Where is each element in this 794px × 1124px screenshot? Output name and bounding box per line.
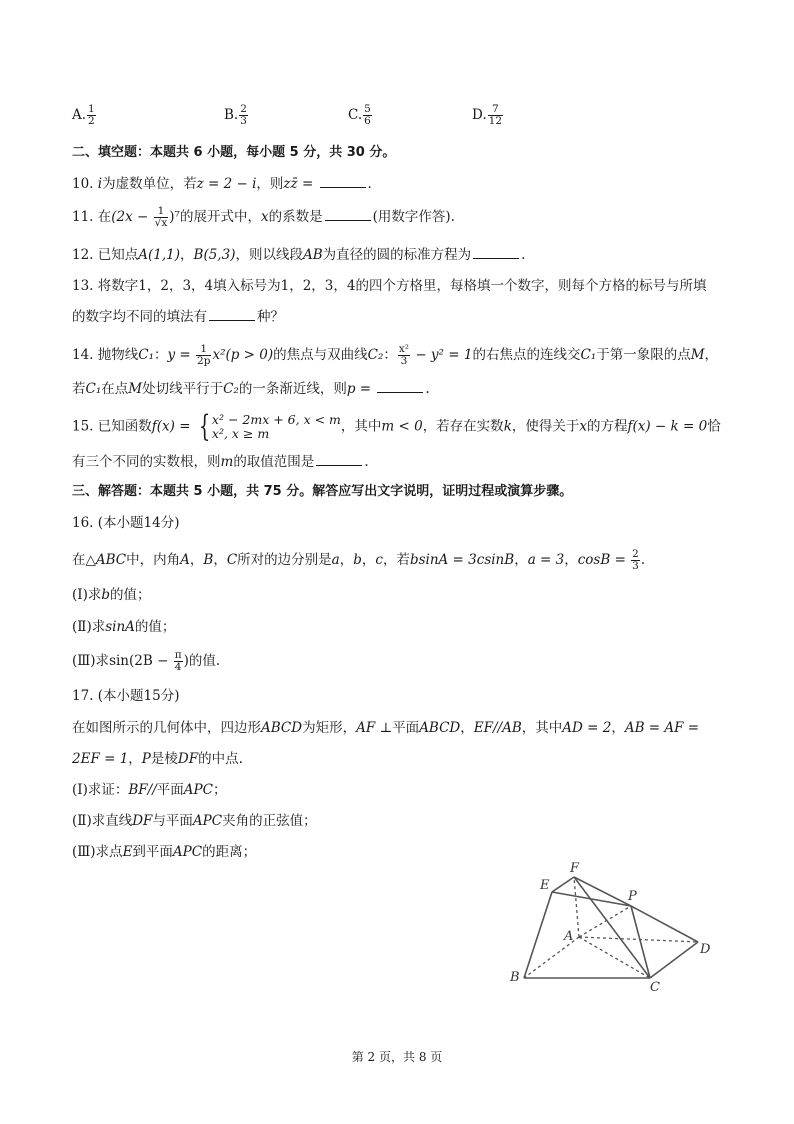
fraction: $\frac{7}{12}$	[488, 103, 503, 127]
question-16-part-3: (Ⅲ)求sin(2B − $\frac{\pi}{4}$ )的值.	[72, 649, 221, 673]
option-b: B. $\frac{2}{3}$	[224, 103, 247, 127]
edge-pc	[631, 906, 650, 978]
edge-ef	[552, 877, 574, 892]
section-heading-solutions: 三、解答题：本题共 5 小题，共 75 分。解答应写出文字说明，证明过程或演算步骤。	[72, 484, 573, 499]
question-13-line-2: 的数字均不同的填法有 种？	[72, 309, 284, 325]
fraction: $\frac{\pi}{4}$	[174, 649, 182, 673]
edge-ap-hidden	[579, 906, 631, 937]
page-footer: 第 2 页，共 8 页	[351, 1050, 443, 1064]
question-16-title: 16. (本小题14分)	[72, 515, 180, 531]
answer-blank	[377, 380, 423, 393]
label-p: P	[628, 889, 637, 904]
edge-fc	[574, 877, 650, 978]
question-14-line-2: 若C₁在点M处切线平行于C₂的一条渐近线，则p = .	[72, 381, 430, 397]
option-d: D. $\frac{7}{12}$	[472, 103, 503, 127]
answer-blank	[209, 308, 255, 321]
fraction: $\frac{1}{2}$	[88, 103, 95, 127]
label-e: E	[540, 878, 550, 893]
option-a: A. $\frac{1}{2}$	[72, 103, 95, 127]
label-a: A	[564, 929, 574, 944]
question-16-part-1: (Ⅰ)求b的值；	[72, 587, 151, 603]
question-13-line-1: 13. 将数字1，2，3，4填入标号为1，2，3，4的四个方格里，每格填一个数字，则每个方格的标号与所填	[72, 278, 707, 294]
edge-pd	[631, 906, 698, 942]
question-17-part-1: (Ⅰ)求证：BF//平面APC；	[72, 782, 227, 798]
section-heading-fill-blank: 二、填空题：本题共 6 小题，每小题 5 分，共 30 分。	[72, 145, 396, 160]
answer-blank	[473, 246, 519, 259]
label-b: B	[510, 970, 520, 985]
label-f: F	[570, 861, 580, 876]
edge-cd	[650, 942, 698, 978]
edge-eb	[524, 892, 552, 978]
label-c: C	[650, 980, 660, 995]
label-d: D	[700, 942, 711, 957]
answer-blank	[320, 175, 366, 188]
question-17-title: 17. (本小题15分)	[72, 688, 180, 704]
edge-ac-hidden	[579, 937, 650, 978]
question-10: 10. i为虚数单位，若z = 2 − i，则zz̄ = .	[72, 176, 372, 192]
question-15-line-1: 15. 已知函数f(x) = { x² − 2mx + 6, x < m x², x ≥ m ，其中m < 0，若存在实数k，使得关于x的方程f(x) − k = 0恰	[72, 409, 721, 444]
fraction: $\frac{2}{3}$	[240, 103, 247, 127]
edge-ad-hidden	[579, 937, 698, 942]
question-14-line-1: 14. 抛物线C₁：y = $\frac{1}{2p}$ x²(p > 0)的焦点与双曲线C₂： $\frac{\text{x²}}{3}$ − y² = 1的右焦点的连线交C₁于第一象限的点M，	[72, 343, 719, 367]
piecewise-cases: { x² − 2mx + 6, x < m x², x ≥ m	[198, 409, 341, 444]
fraction: $\frac{2}{3}$	[632, 548, 639, 572]
edge-af-hidden	[574, 877, 579, 937]
brace-icon: {	[198, 409, 211, 444]
question-17-part-3: (Ⅲ)求点E到平面APC的距离；	[72, 844, 257, 860]
fraction: $\frac{1}{√x}$	[154, 205, 168, 229]
answer-blank	[325, 208, 371, 221]
question-17-statement-line-2: 2EF = 1，P是棱DF的中点.	[72, 751, 243, 767]
geometry-figure	[500, 855, 720, 995]
question-15-line-2: 有三个不同的实数根，则m的取值范围是 .	[72, 454, 369, 470]
question-16-part-2: (Ⅱ)求sinA的值；	[72, 619, 176, 635]
question-11: 11. 在(2x − $\frac{1}{√x}$ )⁷的展开式中，x的系数是 (用数字作答).	[72, 205, 455, 229]
fraction: $\frac{1}{2p}$	[197, 343, 211, 367]
fraction: $\frac{5}{6}$	[364, 103, 371, 127]
question-17-statement-line-1: 在如图所示的几何体中，四边形ABCD为矩形，AF ⊥平面ABCD，EF//AB，其中AD = 2，AB = AF =	[72, 720, 700, 736]
option-c: C. $\frac{5}{6}$	[348, 103, 371, 127]
question-16-statement: 在△ABC中，内角A，B，C所对的边分别是a，b，c，若bsinA = 3csinB，a = 3，cosB = $\frac{2}{3}$ .	[72, 548, 646, 572]
answer-blank	[316, 453, 362, 466]
question-12: 12. 已知点A(1,1)，B(5,3)，则以线段AB为直径的圆的标准方程为 .	[72, 247, 526, 263]
question-17-part-2: (Ⅱ)求直线DF与平面APC夹角的正弦值；	[72, 813, 317, 829]
fraction: $\frac{\text{x²}}{3}$	[398, 343, 410, 367]
